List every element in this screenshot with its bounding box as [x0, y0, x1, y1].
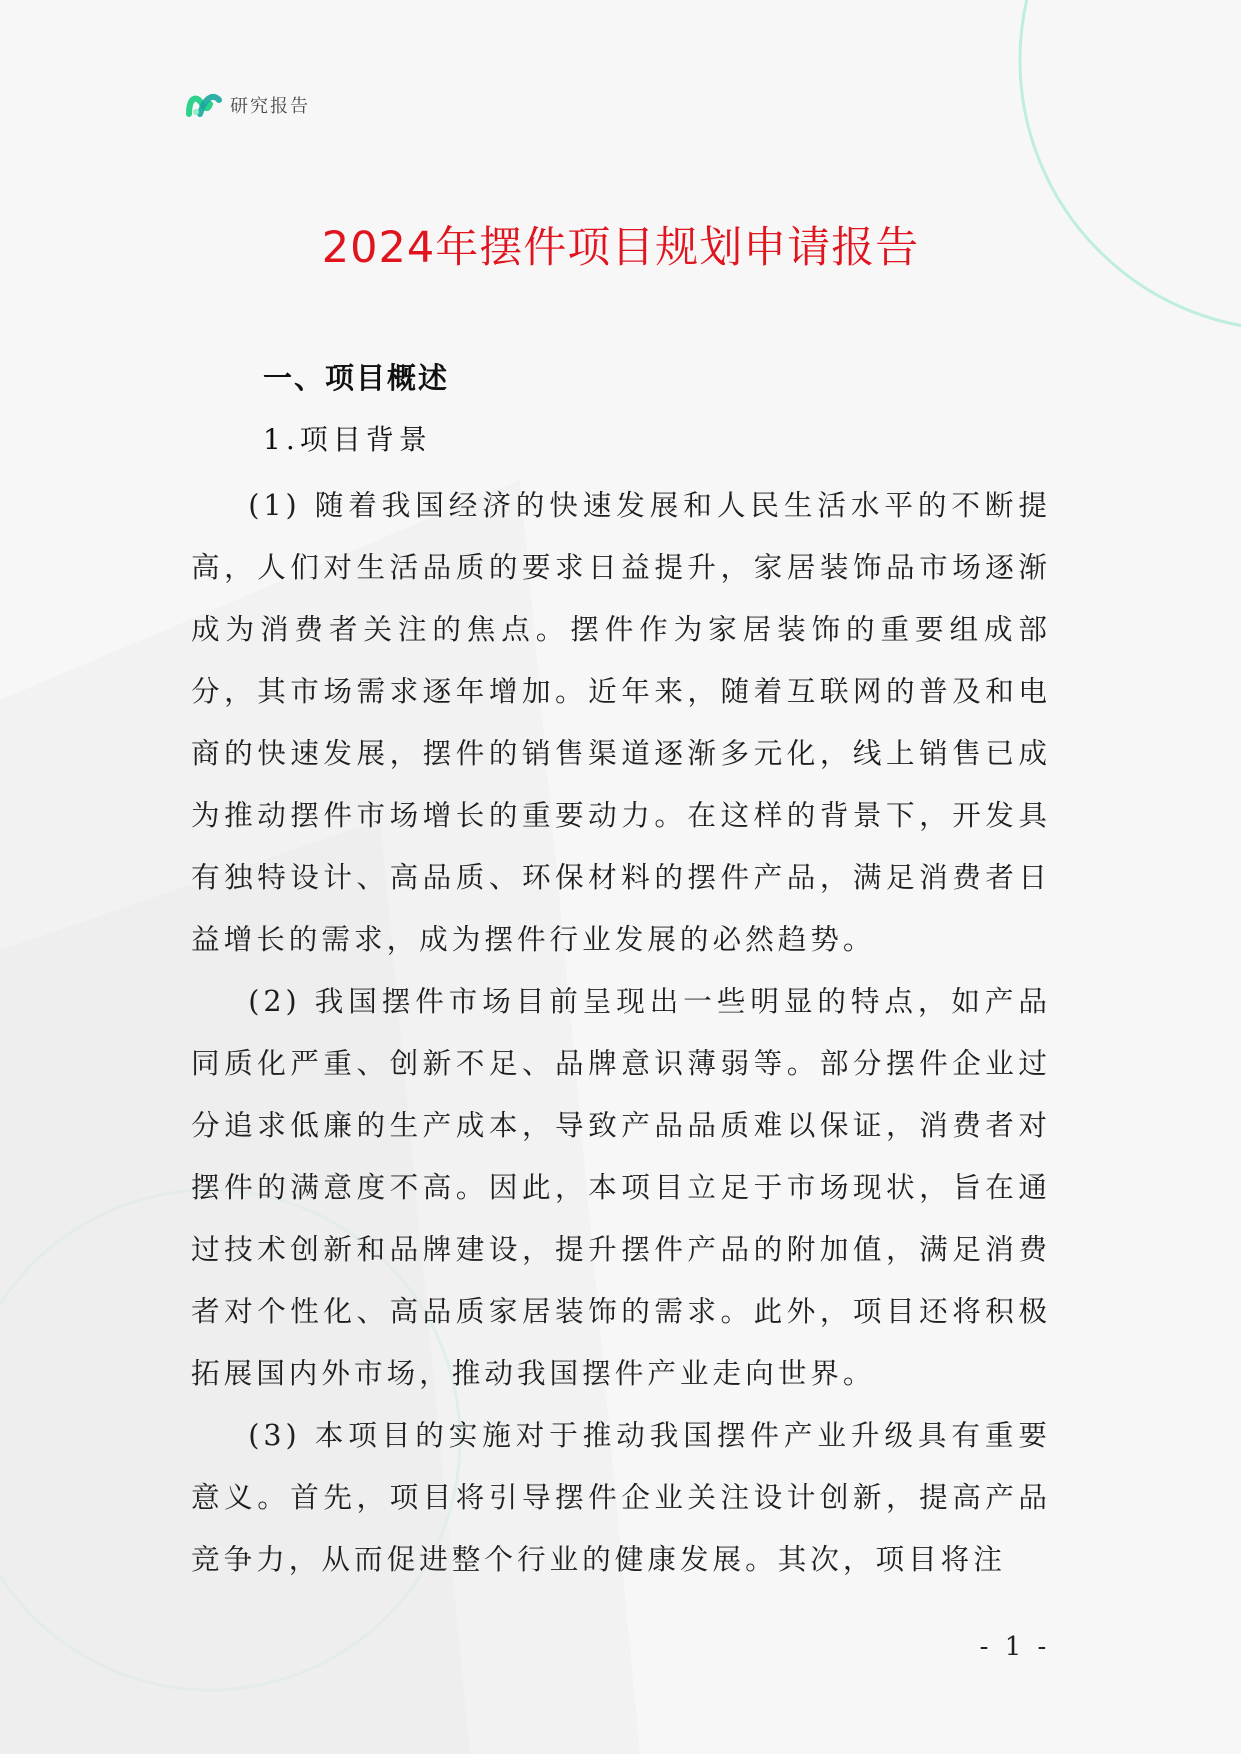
decorative-arc-top-right [1020, 0, 1241, 330]
paragraph-3: (3) 本项目的实施对于推动我国摆件产业升级具有重要意义。首先，项目将引导摆件企业关注设计创新，提高产品竞争力，从而促进整个行业的健康发展。其次，项目将注 [191, 1418, 1051, 1576]
header-label: 研究报告 [230, 96, 310, 117]
page-number: - 1 - [979, 1632, 1051, 1662]
brand-logo-icon [186, 90, 222, 120]
paragraph-1: (1) 随着我国经济的快速发展和人民生活水平的不断提高，人们对生活品质的要求日益提升，家居装饰品市场逐渐成为消费者关注的焦点。摆件作为家居装饰的重要组成部分，其市场需求逐年增加。近年来，随着互联网的普及和电商的快速发展，摆件的销售渠道逐渐多元化，线上销售已成为推动摆件市场增长的重要动力。在这样的背景下，开发具有独特设计、高品质、环保材料的摆件产品，满足消费者日益增长的需求，成为摆件行业发展的必然趋势。 [191, 488, 1051, 956]
header-logo [186, 88, 310, 122]
subsection-heading: 1.项目背景 [263, 423, 432, 456]
section-heading: 一、项目概述 [263, 361, 450, 395]
document-title: 2024年摆件项目规划申请报告 [321, 223, 920, 273]
body-text [191, 474, 1051, 1590]
paragraph-2: (2) 我国摆件市场目前呈现出一些明显的特点，如产品同质化严重、创新不足、品牌意识薄弱等。部分摆件企业过分追求低廉的生产成本，导致产品品质难以保证，消费者对摆件的满意度不高。因此，本项目立足于市场现状，旨在通过技术创新和品牌建设，提升摆件产品的附加值，满足消费者对个性化、高品质家居装饰的需求。此外，项目还将积极拓展国内外市场，推动我国摆件产业走向世界。 [191, 984, 1051, 1390]
